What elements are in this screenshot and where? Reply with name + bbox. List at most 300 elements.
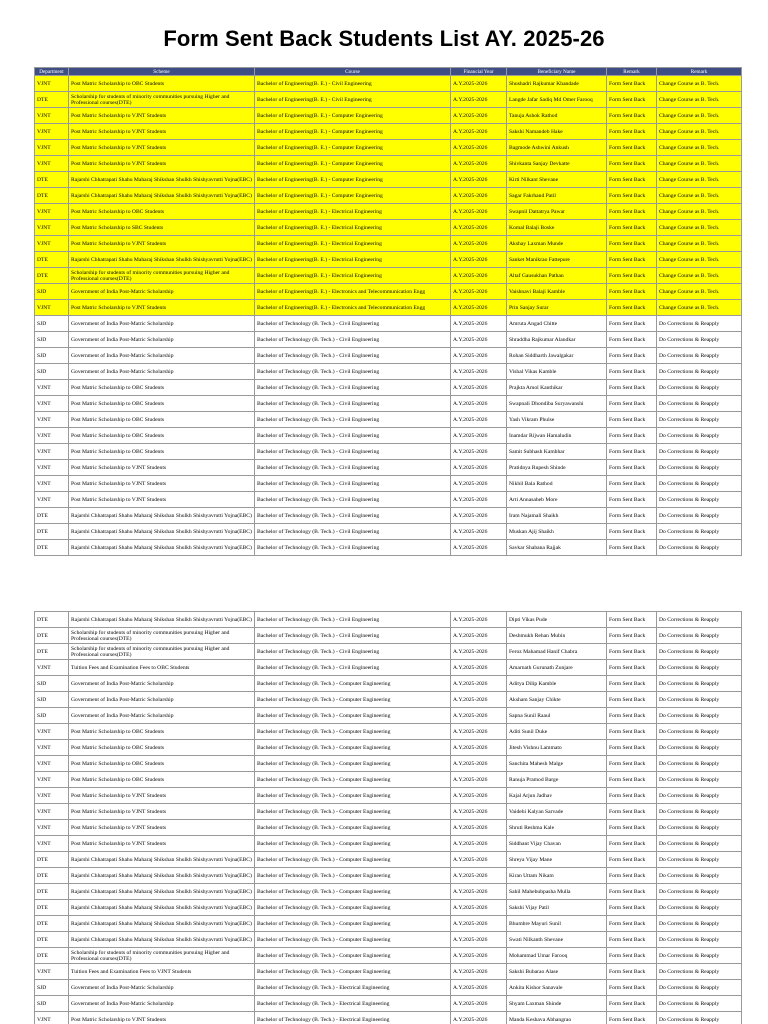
financial-year-cell: A.Y.2025-2026: [451, 900, 507, 916]
beneficiary-name-cell: Mohammad Umar Farooq: [507, 948, 607, 964]
scheme-cell: Post Matric Scholarship to OBC Students: [69, 724, 255, 740]
scheme-cell: Government of India Post-Matric Scholarship: [69, 996, 255, 1012]
table-row: [35, 916, 742, 932]
column-header-financial-year: Financial Year: [451, 68, 507, 76]
beneficiary-name-cell: Iram Najamali Shaikh: [507, 508, 607, 524]
financial-year-cell: A.Y.2025-2026: [451, 692, 507, 708]
remark-detail-cell: Do Corrections & Reapply: [657, 396, 742, 412]
table-row: [35, 508, 742, 524]
department-cell: SJD: [35, 692, 69, 708]
scheme-cell: Rajarshi Chhatrapati Shahu Maharaj Shikshan Shulkh Shishyavrutti Yojna(EBC): [69, 916, 255, 932]
remark-detail-cell: Do Corrections & Reapply: [657, 508, 742, 524]
table-row: [35, 172, 742, 188]
remark-cell: Form Sent Back: [607, 708, 657, 724]
course-cell: Bachelor of Engineering(B. E.) - Computer Engineering: [255, 140, 451, 156]
department-cell: DTE: [35, 852, 69, 868]
beneficiary-name-cell: Yash Vikram Phulse: [507, 412, 607, 428]
department-cell: DTE: [35, 92, 69, 108]
financial-year-cell: A.Y.2025-2026: [451, 724, 507, 740]
financial-year-cell: A.Y.2025-2026: [451, 492, 507, 508]
remark-detail-cell: Do Corrections & Reapply: [657, 412, 742, 428]
column-header-department: Department: [35, 68, 69, 76]
table-row: [35, 708, 742, 724]
scheme-cell: Government of India Post-Matric Scholarship: [69, 332, 255, 348]
remark-cell: Form Sent Back: [607, 900, 657, 916]
table-row: [35, 316, 742, 332]
course-cell: Bachelor of Technology (B. Tech.) - Computer Engineering: [255, 916, 451, 932]
financial-year-cell: A.Y.2025-2026: [451, 428, 507, 444]
scheme-cell: Rajarshi Chhatrapati Shahu Maharaj Shikshan Shulkh Shishyavrutti Yojna(EBC): [69, 524, 255, 540]
beneficiary-name-cell: Aditya Dilip Kamble: [507, 676, 607, 692]
remark-detail-cell: Do Corrections & Reapply: [657, 660, 742, 676]
department-cell: SJD: [35, 364, 69, 380]
table-row: [35, 724, 742, 740]
department-cell: DTE: [35, 948, 69, 964]
remark-detail-cell: Change Course as B. Tech.: [657, 92, 742, 108]
remark-detail-cell: Change Course as B. Tech.: [657, 140, 742, 156]
table-row: [35, 884, 742, 900]
beneficiary-name-cell: Kajal Arjun Jadhav: [507, 788, 607, 804]
beneficiary-name-cell: Pratidnya Rupesh Shinde: [507, 460, 607, 476]
table-row: [35, 948, 742, 964]
remark-detail-cell: Do Corrections & Reapply: [657, 460, 742, 476]
department-cell: SJD: [35, 316, 69, 332]
course-cell: Bachelor of Engineering(B. E.) - Electrical Engineering: [255, 220, 451, 236]
course-cell: Bachelor of Technology (B. Tech.) - Civil Engineering: [255, 524, 451, 540]
department-cell: VJNT: [35, 1012, 69, 1024]
beneficiary-name-cell: Jitesh Vishnu Lammato: [507, 740, 607, 756]
scheme-cell: Rajarshi Chhatrapati Shahu Maharaj Shikshan Shulkh Shishyavrutti Yojna(EBC): [69, 252, 255, 268]
table-row: [35, 444, 742, 460]
beneficiary-name-cell: Shushadri Rajkumar Khandade: [507, 76, 607, 92]
remark-cell: Form Sent Back: [607, 236, 657, 252]
course-cell: Bachelor of Technology (B. Tech.) - Civil Engineering: [255, 428, 451, 444]
department-cell: DTE: [35, 932, 69, 948]
department-cell: DTE: [35, 628, 69, 644]
remark-cell: Form Sent Back: [607, 204, 657, 220]
course-cell: Bachelor of Engineering(B. E.) - Electronics and Telecommunication Engg: [255, 284, 451, 300]
course-cell: Bachelor of Technology (B. Tech.) - Computer Engineering: [255, 868, 451, 884]
remark-detail-cell: Change Course as B. Tech.: [657, 188, 742, 204]
department-cell: VJNT: [35, 220, 69, 236]
page-title: Form Sent Back Students List AY. 2025-26: [163, 26, 605, 51]
remark-detail-cell: Do Corrections & Reapply: [657, 836, 742, 852]
beneficiary-name-cell: Sanchita Mahesh Malge: [507, 756, 607, 772]
table-row: [35, 772, 742, 788]
financial-year-cell: A.Y.2025-2026: [451, 348, 507, 364]
table-row: [35, 900, 742, 916]
remark-cell: Form Sent Back: [607, 220, 657, 236]
remark-cell: Form Sent Back: [607, 428, 657, 444]
remark-detail-cell: Do Corrections & Reapply: [657, 428, 742, 444]
department-cell: DTE: [35, 884, 69, 900]
financial-year-cell: A.Y.2025-2026: [451, 460, 507, 476]
remark-detail-cell: Change Course as B. Tech.: [657, 284, 742, 300]
financial-year-cell: A.Y.2025-2026: [451, 932, 507, 948]
financial-year-cell: A.Y.2025-2026: [451, 980, 507, 996]
department-cell: DTE: [35, 540, 69, 556]
table-row: [35, 236, 742, 252]
course-cell: Bachelor of Engineering(B. E.) - Electronics and Telecommunication Engg: [255, 300, 451, 316]
scheme-cell: Government of India Post-Matric Scholarship: [69, 348, 255, 364]
department-cell: VJNT: [35, 108, 69, 124]
remark-detail-cell: Do Corrections & Reapply: [657, 996, 742, 1012]
course-cell: Bachelor of Technology (B. Tech.) - Computer Engineering: [255, 932, 451, 948]
scheme-cell: Tuition Fees and Examination Fees to VJNT Students: [69, 964, 255, 980]
remark-cell: Form Sent Back: [607, 836, 657, 852]
financial-year-cell: A.Y.2025-2026: [451, 788, 507, 804]
table-row: [35, 836, 742, 852]
remark-detail-cell: Do Corrections & Reapply: [657, 980, 742, 996]
remark-cell: Form Sent Back: [607, 772, 657, 788]
course-cell: Bachelor of Technology (B. Tech.) - Civil Engineering: [255, 628, 451, 644]
course-cell: Bachelor of Technology (B. Tech.) - Civil Engineering: [255, 364, 451, 380]
financial-year-cell: A.Y.2025-2026: [451, 108, 507, 124]
department-cell: DTE: [35, 612, 69, 628]
department-cell: VJNT: [35, 140, 69, 156]
scheme-cell: Post Matric Scholarship to OBC Students: [69, 428, 255, 444]
remark-detail-cell: Do Corrections & Reapply: [657, 756, 742, 772]
financial-year-cell: A.Y.2025-2026: [451, 220, 507, 236]
department-cell: VJNT: [35, 820, 69, 836]
remark-cell: Form Sent Back: [607, 724, 657, 740]
students-table-part-1: [34, 67, 742, 556]
course-cell: Bachelor of Technology (B. Tech.) - Computer Engineering: [255, 724, 451, 740]
course-cell: Bachelor of Technology (B. Tech.) - Computer Engineering: [255, 708, 451, 724]
financial-year-cell: A.Y.2025-2026: [451, 140, 507, 156]
financial-year-cell: A.Y.2025-2026: [451, 188, 507, 204]
remark-cell: Form Sent Back: [607, 868, 657, 884]
financial-year-cell: A.Y.2025-2026: [451, 508, 507, 524]
beneficiary-name-cell: Ranuja Pramod Barge: [507, 772, 607, 788]
financial-year-cell: A.Y.2025-2026: [451, 644, 507, 660]
remark-detail-cell: Change Course as B. Tech.: [657, 252, 742, 268]
financial-year-cell: A.Y.2025-2026: [451, 364, 507, 380]
remark-cell: Form Sent Back: [607, 412, 657, 428]
scheme-cell: Post Matric Scholarship to VJNT Students: [69, 124, 255, 140]
remark-detail-cell: Do Corrections & Reapply: [657, 476, 742, 492]
remark-detail-cell: Do Corrections & Reapply: [657, 948, 742, 964]
scheme-cell: Rajarshi Chhatrapati Shahu Maharaj Shikshan Shulkh Shishyavrutti Yojna(EBC): [69, 884, 255, 900]
remark-detail-cell: Change Course as B. Tech.: [657, 204, 742, 220]
table-row: [35, 284, 742, 300]
beneficiary-name-cell: Shreya Vijay Mane: [507, 852, 607, 868]
department-cell: VJNT: [35, 300, 69, 316]
remark-detail-cell: Do Corrections & Reapply: [657, 1012, 742, 1024]
remark-cell: Form Sent Back: [607, 916, 657, 932]
beneficiary-name-cell: Deshmukh Rehan Mubin: [507, 628, 607, 644]
table-row: [35, 1012, 742, 1024]
beneficiary-name-cell: Nikhil Bala Rathod: [507, 476, 607, 492]
beneficiary-name-cell: Sakshi Vijay Patil: [507, 900, 607, 916]
beneficiary-name-cell: Feroz Mahamad Hanif Chabra: [507, 644, 607, 660]
column-header-remark: Remark: [657, 68, 742, 76]
beneficiary-name-cell: Aksham Sanjay Chikte: [507, 692, 607, 708]
remark-cell: Form Sent Back: [607, 188, 657, 204]
scheme-cell: Rajarshi Chhatrapati Shahu Maharaj Shikshan Shulkh Shishyavrutti Yojna(EBC): [69, 852, 255, 868]
remark-detail-cell: Do Corrections & Reapply: [657, 676, 742, 692]
beneficiary-name-cell: Prin Sanjay Surar: [507, 300, 607, 316]
course-cell: Bachelor of Engineering(B. E.) - Electrical Engineering: [255, 204, 451, 220]
remark-cell: Form Sent Back: [607, 964, 657, 980]
course-cell: Bachelor of Technology (B. Tech.) - Computer Engineering: [255, 788, 451, 804]
department-cell: VJNT: [35, 788, 69, 804]
financial-year-cell: A.Y.2025-2026: [451, 868, 507, 884]
remark-cell: Form Sent Back: [607, 124, 657, 140]
beneficiary-name-cell: Tanuja Ashok Rathod: [507, 108, 607, 124]
remark-detail-cell: Do Corrections & Reapply: [657, 316, 742, 332]
course-cell: Bachelor of Technology (B. Tech.) - Civil Engineering: [255, 412, 451, 428]
course-cell: Bachelor of Technology (B. Tech.) - Civil Engineering: [255, 540, 451, 556]
remark-cell: Form Sent Back: [607, 316, 657, 332]
department-cell: VJNT: [35, 460, 69, 476]
department-cell: VJNT: [35, 76, 69, 92]
course-cell: Bachelor of Technology (B. Tech.) - Electrical Engineering: [255, 996, 451, 1012]
remark-cell: Form Sent Back: [607, 756, 657, 772]
scheme-cell: Post Matric Scholarship to VJNT Students: [69, 476, 255, 492]
table-row: [35, 380, 742, 396]
remark-detail-cell: Do Corrections & Reapply: [657, 884, 742, 900]
remark-detail-cell: Do Corrections & Reapply: [657, 444, 742, 460]
course-cell: Bachelor of Technology (B. Tech.) - Computer Engineering: [255, 836, 451, 852]
remark-detail-cell: Do Corrections & Reapply: [657, 932, 742, 948]
scheme-cell: Government of India Post-Matric Scholarship: [69, 364, 255, 380]
financial-year-cell: A.Y.2025-2026: [451, 660, 507, 676]
scheme-cell: Rajarshi Chhatrapati Shahu Maharaj Shikshan Shulkh Shishyavrutti Yojna(EBC): [69, 188, 255, 204]
course-cell: Bachelor of Technology (B. Tech.) - Electrical Engineering: [255, 1012, 451, 1024]
remark-cell: Form Sent Back: [607, 1012, 657, 1024]
department-cell: VJNT: [35, 756, 69, 772]
department-cell: VJNT: [35, 836, 69, 852]
remark-cell: Form Sent Back: [607, 108, 657, 124]
financial-year-cell: A.Y.2025-2026: [451, 380, 507, 396]
department-cell: VJNT: [35, 804, 69, 820]
remark-detail-cell: Do Corrections & Reapply: [657, 740, 742, 756]
table-row: [35, 852, 742, 868]
table-row: [35, 92, 742, 108]
remark-cell: Form Sent Back: [607, 644, 657, 660]
students-table-part-2: [34, 611, 742, 1024]
beneficiary-name-cell: Sanket Manikrao Fattepure: [507, 252, 607, 268]
table-row: [35, 996, 742, 1012]
scheme-cell: Post Matric Scholarship to VJNT Students: [69, 300, 255, 316]
beneficiary-name-cell: Vaidehi Kalyan Sarvade: [507, 804, 607, 820]
table-row: [35, 612, 742, 628]
remark-detail-cell: Do Corrections & Reapply: [657, 332, 742, 348]
financial-year-cell: A.Y.2025-2026: [451, 916, 507, 932]
course-cell: Bachelor of Technology (B. Tech.) - Civil Engineering: [255, 612, 451, 628]
department-cell: SJD: [35, 708, 69, 724]
scheme-cell: Rajarshi Chhatrapati Shahu Maharaj Shikshan Shulkh Shishyavrutti Yojna(EBC): [69, 900, 255, 916]
remark-cell: Form Sent Back: [607, 692, 657, 708]
financial-year-cell: A.Y.2025-2026: [451, 772, 507, 788]
remark-cell: Form Sent Back: [607, 980, 657, 996]
department-cell: SJD: [35, 348, 69, 364]
table-row: [35, 676, 742, 692]
scheme-cell: Rajarshi Chhatrapati Shahu Maharaj Shikshan Shulkh Shishyavrutti Yojna(EBC): [69, 540, 255, 556]
remark-detail-cell: Do Corrections & Reapply: [657, 540, 742, 556]
course-cell: Bachelor of Technology (B. Tech.) - Civil Engineering: [255, 476, 451, 492]
beneficiary-name-cell: Altaf Gausukhan Pathan: [507, 268, 607, 284]
course-cell: Bachelor of Technology (B. Tech.) - Civil Engineering: [255, 508, 451, 524]
table-row: [35, 932, 742, 948]
department-cell: SJD: [35, 996, 69, 1012]
remark-detail-cell: Do Corrections & Reapply: [657, 788, 742, 804]
course-cell: Bachelor of Engineering(B. E.) - Civil Engineering: [255, 76, 451, 92]
table-row: [35, 108, 742, 124]
scheme-cell: Post Matric Scholarship to OBC Students: [69, 756, 255, 772]
remark-detail-cell: Do Corrections & Reapply: [657, 628, 742, 644]
course-cell: Bachelor of Technology (B. Tech.) - Computer Engineering: [255, 900, 451, 916]
course-cell: Bachelor of Technology (B. Tech.) - Civil Engineering: [255, 332, 451, 348]
scheme-cell: Rajarshi Chhatrapati Shahu Maharaj Shikshan Shulkh Shishyavrutti Yojna(EBC): [69, 612, 255, 628]
table-row: [35, 460, 742, 476]
remark-detail-cell: Do Corrections & Reapply: [657, 868, 742, 884]
scheme-cell: Post Matric Scholarship to OBC Students: [69, 396, 255, 412]
remark-cell: Form Sent Back: [607, 628, 657, 644]
scheme-cell: Post Matric Scholarship to OBC Students: [69, 772, 255, 788]
scheme-cell: Scholarship for students of minority communities pursuing Higher and Professional courses(DTE): [69, 948, 255, 964]
scheme-cell: Post Matric Scholarship to VJNT Students: [69, 236, 255, 252]
table-row: [35, 252, 742, 268]
scheme-cell: Government of India Post-Matric Scholarship: [69, 676, 255, 692]
department-cell: VJNT: [35, 444, 69, 460]
beneficiary-name-cell: Muskan Ajij Shaikh: [507, 524, 607, 540]
table-row: [35, 980, 742, 996]
remark-cell: Form Sent Back: [607, 804, 657, 820]
department-cell: DTE: [35, 900, 69, 916]
course-cell: Bachelor of Technology (B. Tech.) - Computer Engineering: [255, 948, 451, 964]
beneficiary-name-cell: Inamdar Rijwan Hamaludin: [507, 428, 607, 444]
beneficiary-name-cell: Langde Jafar Sadiq Md Omer Farooq: [507, 92, 607, 108]
scheme-cell: Post Matric Scholarship to VJNT Students: [69, 460, 255, 476]
table-row: [35, 124, 742, 140]
financial-year-cell: A.Y.2025-2026: [451, 756, 507, 772]
beneficiary-name-cell: Rohan Siddharth Jawalgakar: [507, 348, 607, 364]
table-row: [35, 364, 742, 380]
table-row: [35, 740, 742, 756]
department-cell: DTE: [35, 172, 69, 188]
table-row: [35, 660, 742, 676]
beneficiary-name-cell: Sakshi Bubarao Alase: [507, 964, 607, 980]
financial-year-cell: A.Y.2025-2026: [451, 524, 507, 540]
table-row: [35, 804, 742, 820]
financial-year-cell: A.Y.2025-2026: [451, 948, 507, 964]
course-cell: Bachelor of Technology (B. Tech.) - Electrical Engineering: [255, 980, 451, 996]
department-cell: VJNT: [35, 396, 69, 412]
department-cell: DTE: [35, 268, 69, 284]
beneficiary-name-cell: Shraddha Rajkumar Alandkar: [507, 332, 607, 348]
remark-cell: Form Sent Back: [607, 460, 657, 476]
financial-year-cell: A.Y.2025-2026: [451, 156, 507, 172]
remark-cell: Form Sent Back: [607, 996, 657, 1012]
remark-detail-cell: Do Corrections & Reapply: [657, 724, 742, 740]
financial-year-cell: A.Y.2025-2026: [451, 236, 507, 252]
beneficiary-name-cell: Vaishnavi Balaji Kamble: [507, 284, 607, 300]
scheme-cell: Post Matric Scholarship to OBC Students: [69, 444, 255, 460]
remark-detail-cell: Change Course as B. Tech.: [657, 220, 742, 236]
remark-cell: Form Sent Back: [607, 444, 657, 460]
financial-year-cell: A.Y.2025-2026: [451, 884, 507, 900]
remark-cell: Form Sent Back: [607, 740, 657, 756]
beneficiary-name-cell: Samit Subhash Kambhar: [507, 444, 607, 460]
department-cell: DTE: [35, 508, 69, 524]
table-row: [35, 188, 742, 204]
remark-detail-cell: Change Course as B. Tech.: [657, 268, 742, 284]
financial-year-cell: A.Y.2025-2026: [451, 628, 507, 644]
scheme-cell: Post Matric Scholarship to OBC Students: [69, 412, 255, 428]
course-cell: Bachelor of Technology (B. Tech.) - Computer Engineering: [255, 820, 451, 836]
remark-cell: Form Sent Back: [607, 788, 657, 804]
scheme-cell: Rajarshi Chhatrapati Shahu Maharaj Shikshan Shulkh Shishyavrutti Yojna(EBC): [69, 508, 255, 524]
table-row: [35, 348, 742, 364]
course-cell: Bachelor of Technology (B. Tech.) - Computer Engineering: [255, 852, 451, 868]
remark-detail-cell: Do Corrections & Reapply: [657, 380, 742, 396]
financial-year-cell: A.Y.2025-2026: [451, 964, 507, 980]
scheme-cell: Post Matric Scholarship to VJNT Students: [69, 140, 255, 156]
scheme-cell: Post Matric Scholarship to VJNT Students: [69, 108, 255, 124]
table-row: [35, 412, 742, 428]
course-cell: Bachelor of Technology (B. Tech.) - Civil Engineering: [255, 460, 451, 476]
beneficiary-name-cell: Sakshi Namandeb Hake: [507, 124, 607, 140]
remark-detail-cell: Do Corrections & Reapply: [657, 804, 742, 820]
financial-year-cell: A.Y.2025-2026: [451, 852, 507, 868]
remark-detail-cell: Do Corrections & Reapply: [657, 612, 742, 628]
beneficiary-name-cell: Prajkta Amol Kanthikar: [507, 380, 607, 396]
department-cell: VJNT: [35, 204, 69, 220]
remark-detail-cell: Do Corrections & Reapply: [657, 708, 742, 724]
department-cell: SJD: [35, 676, 69, 692]
beneficiary-name-cell: Shruti Reshma Kale: [507, 820, 607, 836]
beneficiary-name-cell: Bhumbre Mayuri Sunil: [507, 916, 607, 932]
course-cell: Bachelor of Technology (B. Tech.) - Civil Engineering: [255, 444, 451, 460]
course-cell: Bachelor of Engineering(B. E.) - Computer Engineering: [255, 108, 451, 124]
column-header-remark: Remark: [607, 68, 657, 76]
table-row: [35, 524, 742, 540]
scheme-cell: Post Matric Scholarship to OBC Students: [69, 204, 255, 220]
remark-cell: Form Sent Back: [607, 612, 657, 628]
remark-cell: Form Sent Back: [607, 676, 657, 692]
column-header-beneficiary-name: Beneficiary Name: [507, 68, 607, 76]
financial-year-cell: A.Y.2025-2026: [451, 284, 507, 300]
department-cell: VJNT: [35, 964, 69, 980]
department-cell: SJD: [35, 332, 69, 348]
course-cell: Bachelor of Engineering(B. E.) - Computer Engineering: [255, 156, 451, 172]
table-row: [35, 788, 742, 804]
financial-year-cell: A.Y.2025-2026: [451, 676, 507, 692]
course-cell: Bachelor of Technology (B. Tech.) - Computer Engineering: [255, 676, 451, 692]
department-cell: DTE: [35, 524, 69, 540]
table-row: [35, 644, 742, 660]
remark-cell: Form Sent Back: [607, 332, 657, 348]
financial-year-cell: A.Y.2025-2026: [451, 268, 507, 284]
department-cell: DTE: [35, 916, 69, 932]
table-row: [35, 492, 742, 508]
department-cell: SJD: [35, 980, 69, 996]
course-cell: Bachelor of Technology (B. Tech.) - Civil Engineering: [255, 316, 451, 332]
remark-cell: Form Sent Back: [607, 492, 657, 508]
course-cell: Bachelor of Technology (B. Tech.) - Computer Engineering: [255, 804, 451, 820]
beneficiary-name-cell: Amarnath Gurunath Zunjare: [507, 660, 607, 676]
remark-cell: Form Sent Back: [607, 380, 657, 396]
financial-year-cell: A.Y.2025-2026: [451, 332, 507, 348]
scheme-cell: Post Matric Scholarship to OBC Students: [69, 380, 255, 396]
scheme-cell: Post Matric Scholarship to VJNT Students: [69, 820, 255, 836]
table-row: [35, 756, 742, 772]
scheme-cell: Post Matric Scholarship to VJNT Students: [69, 1012, 255, 1024]
remark-detail-cell: Do Corrections & Reapply: [657, 644, 742, 660]
table-row: [35, 540, 742, 556]
